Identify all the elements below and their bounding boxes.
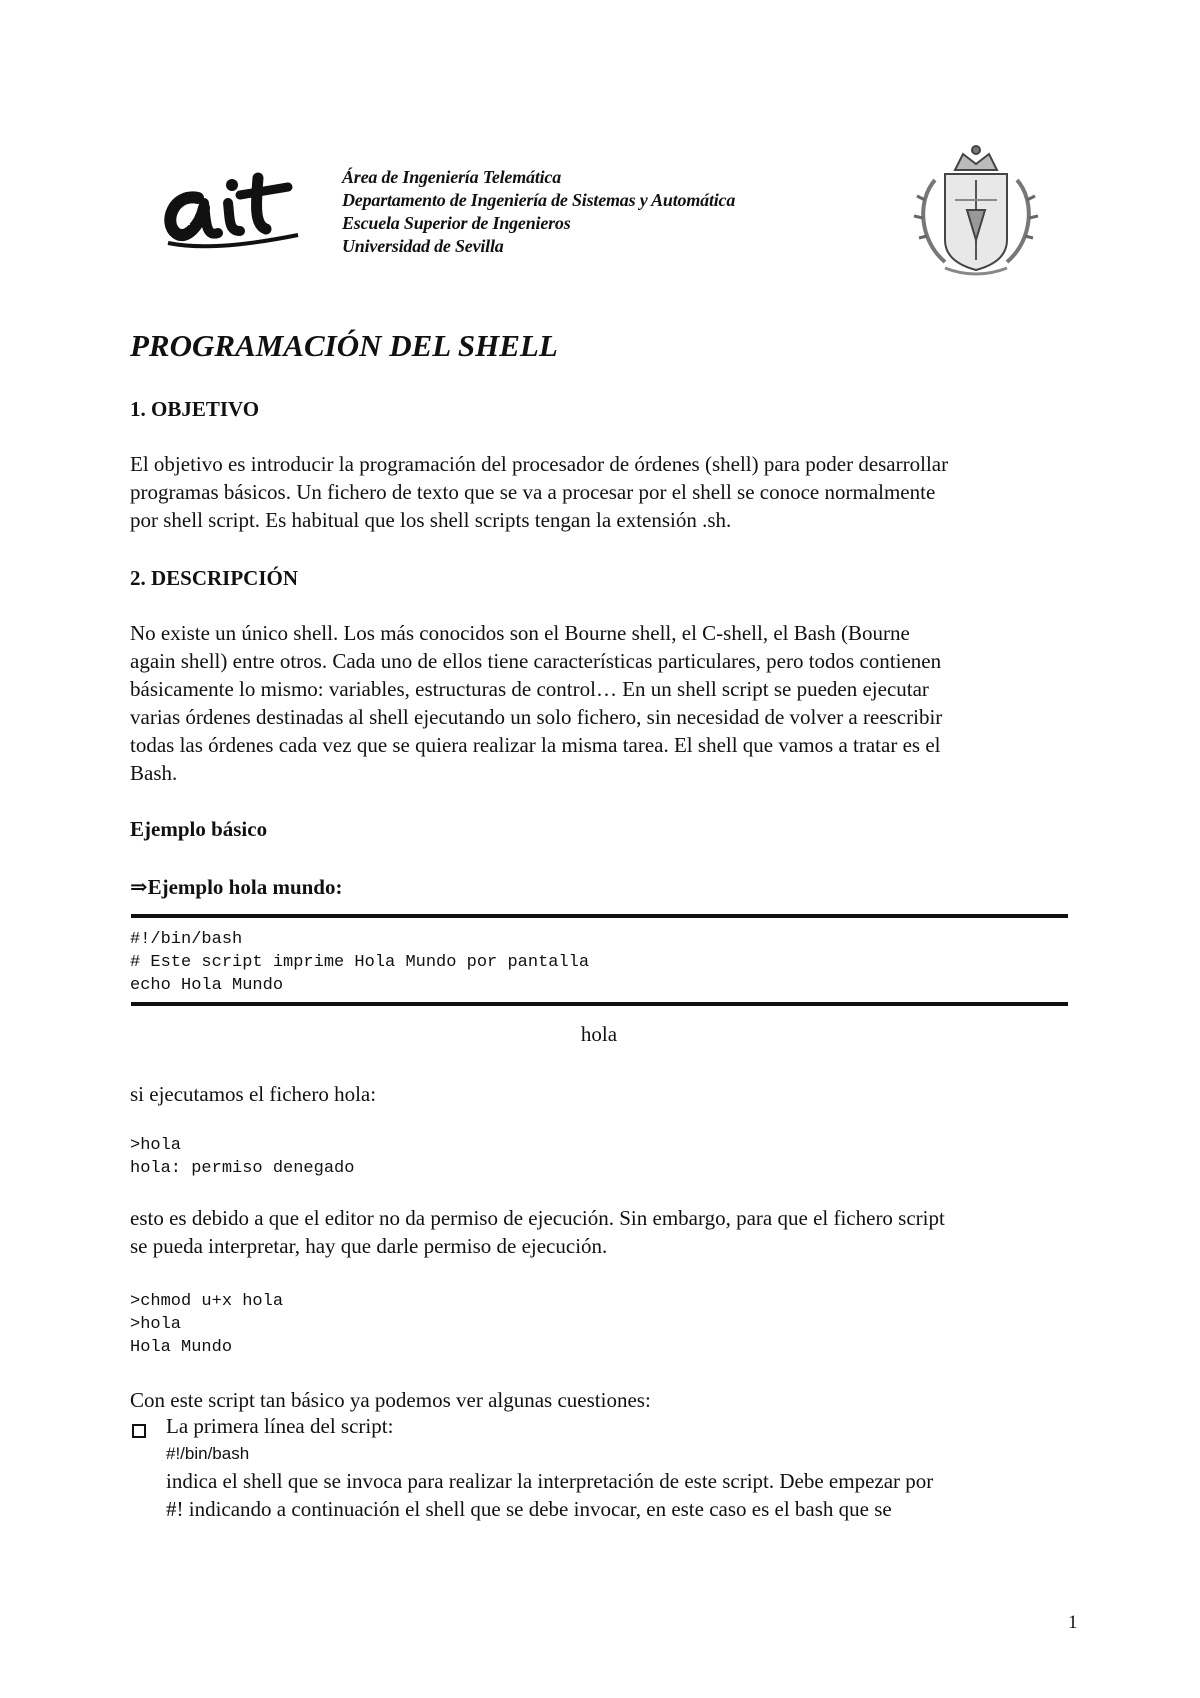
text-line: si ejecutamos el fichero hola:	[130, 1082, 377, 1106]
code-line: echo Hola Mundo	[130, 976, 284, 995]
code-line: # Este script imprime Hola Mundo por pantalla	[130, 953, 590, 972]
code-line: >chmod u+x hola	[130, 1292, 284, 1311]
text-line: Bash.	[130, 761, 178, 785]
code-line: >hola	[130, 1136, 182, 1155]
code-caption: hola	[580, 1022, 618, 1046]
section-heading: 1. OBJETIVO	[130, 397, 260, 421]
institution-line: Universidad de Sevilla	[342, 236, 504, 256]
paragraph	[130, 1386, 1090, 1414]
subsection-heading: Ejemplo básico	[130, 817, 268, 841]
text-line: esto es debido a que el editor no da permiso de ejecución. Sin embargo, para que el fichero script	[130, 1206, 945, 1230]
code-top-rule	[131, 914, 1068, 918]
example-title: Ejemplo hola mundo:	[147, 875, 343, 899]
text-line: se pueda interpretar, hay que darle permiso de ejecución.	[130, 1234, 608, 1258]
university-crest-icon	[905, 140, 1047, 280]
code-line: hola: permiso denegado	[130, 1159, 355, 1178]
institution-line: Departamento de Ingeniería de Sistemas y Automática	[342, 190, 736, 210]
text-line: básicamente lo mismo: variables, estructuras de control… En un shell script se pueden ejecutar	[130, 677, 929, 701]
square-bullet-icon	[132, 1424, 146, 1438]
paragraph	[130, 1204, 1090, 1260]
list-item-line: #! indicando a continuación el shell que se debe invocar, en este caso es el bash que se	[166, 1497, 892, 1521]
code-block	[130, 928, 589, 997]
list-item-line: indica el shell que se invoca para realizar la interpretación de este script. Debe empezar por	[166, 1469, 934, 1493]
text-line: El objetivo es introducir la programación del procesador de órdenes (shell) para poder desarrollar	[130, 452, 949, 476]
text-line: por shell script. Es habitual que los shell scripts tengan la extensión .sh.	[130, 508, 732, 532]
text-line: Con este script tan básico ya podemos ver algunas cuestiones:	[130, 1388, 651, 1412]
text-line: No existe un único shell. Los más conocidos son el Bourne shell, el C-shell, el Bash (Bourne	[130, 621, 910, 645]
text-line: todas las órdenes cada vez que se quiera realizar la misma tarea. El shell que vamos a tratar es el	[130, 733, 941, 757]
section-heading: 2. DESCRIPCIÓN	[130, 566, 299, 590]
paragraph	[130, 450, 1090, 534]
page-number: 1	[1068, 1612, 1078, 1633]
list-item-title: La primera línea del script:	[166, 1414, 394, 1438]
institution-block	[342, 166, 735, 258]
text-line: again shell) entre otros. Cada uno de ellos tiene características particulares, pero todos contienen	[130, 649, 942, 673]
terminal-output	[130, 1290, 283, 1359]
list-item-code: #!/bin/bash	[166, 1444, 250, 1463]
right-arrow-icon: ⇒	[130, 875, 148, 899]
ait-logo-icon	[158, 163, 308, 255]
paragraph	[130, 1080, 1090, 1108]
institution-line: Escuela Superior de Ingenieros	[342, 213, 571, 233]
code-line: Hola Mundo	[130, 1338, 233, 1357]
code-line: #!/bin/bash	[130, 930, 243, 949]
code-bottom-rule	[131, 1002, 1068, 1006]
code-line: >hola	[130, 1315, 182, 1334]
institution-line: Área de Ingeniería Telemática	[342, 167, 562, 187]
text-line: varias órdenes destinadas al shell ejecutando un solo fichero, sin necesidad de volver a reescribir	[130, 705, 943, 729]
example-heading	[130, 874, 342, 900]
paragraph	[130, 619, 1090, 787]
document-title: PROGRAMACIÓN DEL SHELL	[130, 328, 558, 363]
text-line: programas básicos. Un fichero de texto que se va a procesar por el shell se conoce normalmente	[130, 480, 936, 504]
terminal-output	[130, 1134, 354, 1180]
